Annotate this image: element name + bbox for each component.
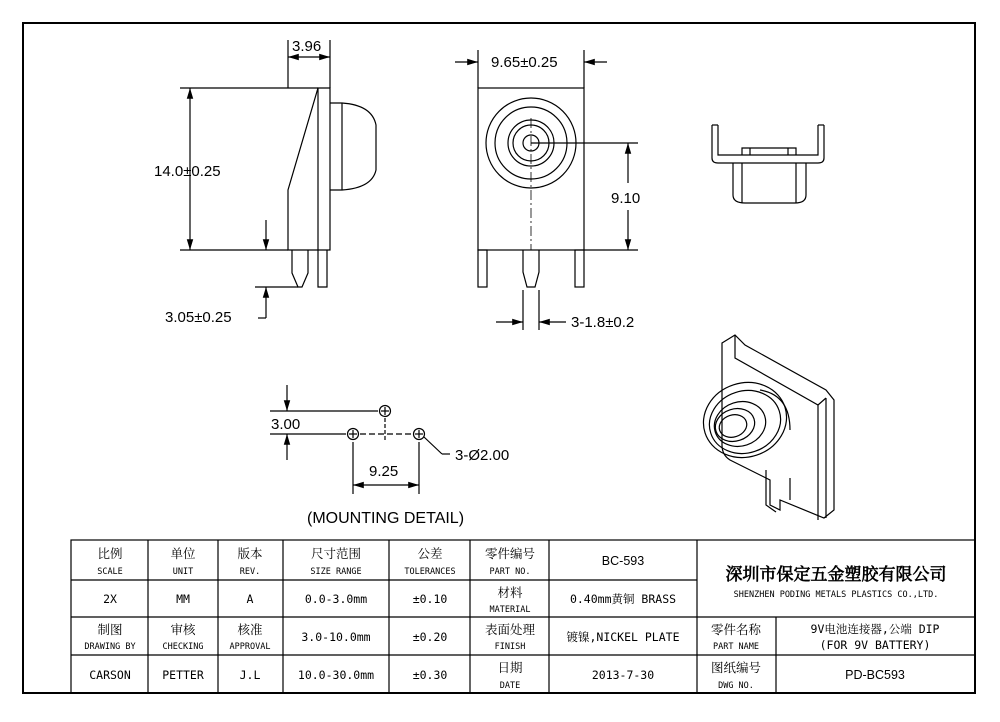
dim-pin-length: 3.05±0.25 [165, 309, 232, 326]
checking-label-en: CHECKING [162, 642, 204, 652]
date-label-en: DATE [499, 681, 521, 691]
mounting-detail [270, 385, 450, 494]
rev-label: 版本 [237, 546, 263, 561]
dwg-no-value: PD-BC593 [845, 668, 905, 682]
drawn-by-name: CARSON [89, 668, 131, 682]
dim-center-height: 9.10 [611, 190, 641, 207]
isometric-view [694, 335, 834, 520]
material-value: 0.40mm黄铜 BRASS [569, 592, 677, 606]
drawing-by-label: 制图 [97, 622, 123, 637]
scale-label-en: SCALE [97, 567, 123, 577]
tolerances-label: 公差 [417, 546, 443, 561]
size-range-label-en: SIZE RANGE [310, 567, 362, 577]
tolerance-1: ±0.10 [412, 592, 448, 606]
title-block-text [84, 546, 946, 691]
material-label: 材料 [497, 585, 523, 600]
part-name-label: 零件名称 [710, 622, 762, 637]
rev-label-en: REV. [239, 567, 261, 577]
dim-pin-width: 3-1.8±0.2 [571, 314, 635, 331]
dim-mount-vertical: 3.00 [271, 416, 301, 433]
unit-label: 单位 [170, 546, 196, 561]
material-label-en: MATERIAL [489, 605, 531, 615]
unit-label-en: UNIT [172, 567, 194, 577]
size-range-3: 10.0-30.0mm [297, 668, 375, 682]
tolerances-label-en: TOLERANCES [404, 567, 456, 577]
drawing-by-label-en: DRAWING BY [84, 642, 136, 652]
date-value: 2013-7-30 [591, 668, 655, 682]
checking-label: 审核 [170, 622, 196, 637]
dim-mount-horizontal: 9.25 [369, 463, 399, 480]
finish-label-en: FINISH [494, 642, 526, 652]
part-no-value: BC-593 [601, 554, 645, 568]
dwg-no-label-en: DWG NO. [718, 681, 754, 691]
dwg-no-label: 图纸编号 [710, 660, 762, 675]
approval-label-en: APPROVAL [229, 642, 271, 652]
size-range-label: 尺寸范围 [310, 546, 362, 561]
top-view [712, 125, 824, 203]
tolerance-3: ±0.30 [412, 668, 448, 682]
scale-label: 比例 [97, 546, 123, 561]
rev-value: A [246, 592, 254, 606]
dim-height: 14.0±0.25 [154, 163, 221, 180]
company-name-en: SHENZHEN PODING METALS PLASTICS CO.,LTD. [733, 590, 939, 600]
part-no-label-en: PART NO. [489, 567, 531, 577]
mounting-caption: (MOUNTING DETAIL) [307, 510, 465, 527]
dim-side-width: 3.96 [292, 38, 322, 55]
checked-by-name: PETTER [162, 668, 204, 682]
size-range-2: 3.0-10.0mm [301, 630, 371, 644]
part-name-value: 9V电池连接器,公端 DIP [810, 622, 940, 636]
finish-label: 表面处理 [484, 622, 536, 637]
unit-value: MM [176, 592, 190, 606]
finish-value: 镀镍,NICKEL PLATE [566, 630, 680, 644]
approved-by-name: J.L [239, 668, 261, 682]
part-name-value-en: (FOR 9V BATTERY) [819, 638, 931, 652]
title-block-grid [71, 540, 975, 693]
approval-label: 核准 [237, 622, 263, 637]
part-name-label-en: PART NAME [712, 642, 760, 652]
scale-value: 2X [103, 592, 117, 606]
size-range-1: 0.0-3.0mm [304, 592, 368, 606]
company-name-cn: 深圳市保定五金塑胶有限公司 [725, 565, 947, 585]
dim-front-width: 9.65±0.25 [491, 54, 558, 71]
part-no-label: 零件编号 [484, 546, 536, 561]
dim-hole-diameter: 3-Ø2.00 [455, 447, 510, 464]
date-label: 日期 [497, 660, 523, 675]
tolerance-2: ±0.20 [412, 630, 448, 644]
